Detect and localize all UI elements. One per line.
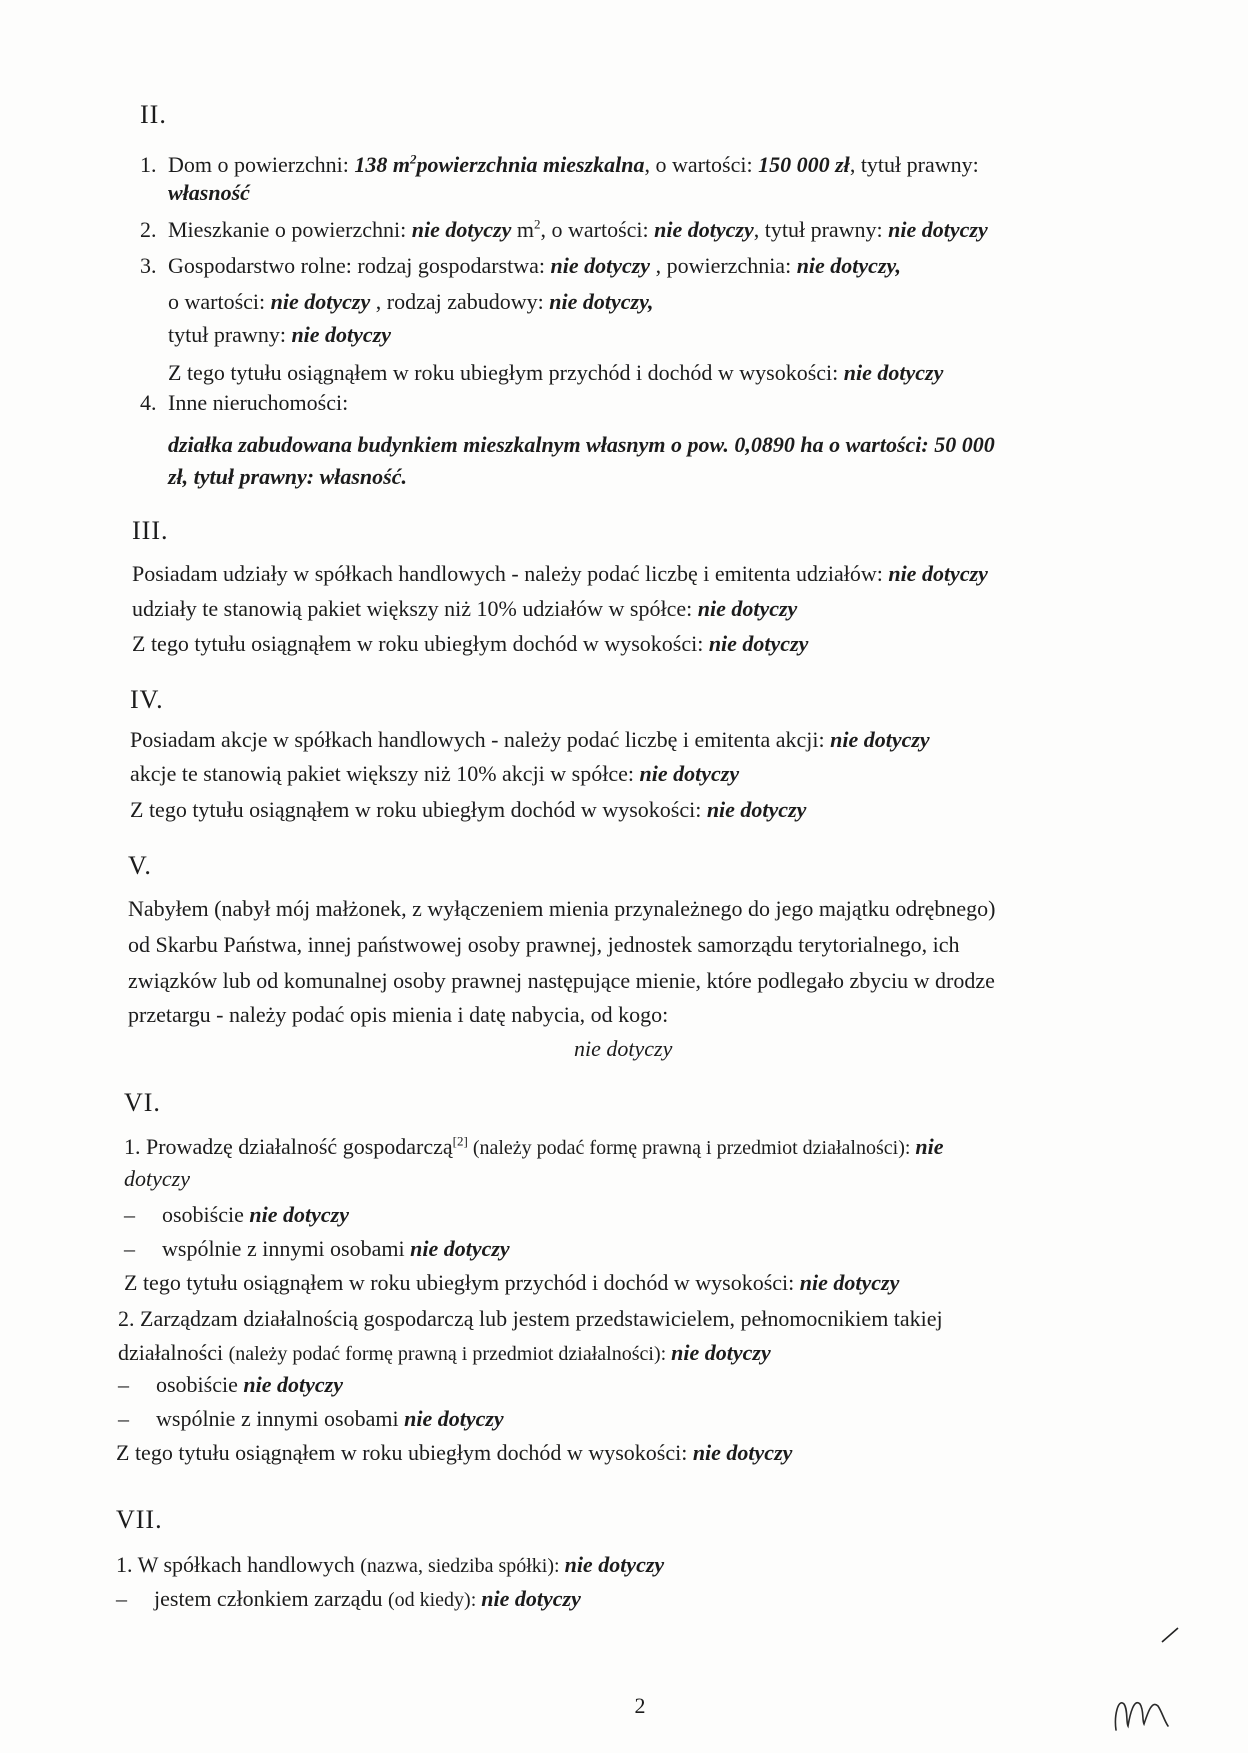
section-heading-vii: VII.: [116, 1505, 163, 1534]
item-farm: 3. Gospodarstwo rolne: rodzaj gospodarstwa: nie dotyczy , powierzchnia: nie dotyczy,: [140, 253, 901, 278]
item-other-property-title: zł, tytuł prawny: własność.: [168, 464, 407, 489]
pen-tick-mark: [1150, 1620, 1210, 1650]
acquired-line-1: Nabyłem (nabył mój małżonek, z wyłączeniem mienia przynależnego do jego majątku odrębnego): [128, 896, 996, 921]
section-heading-vi: VI.: [124, 1088, 161, 1117]
acquired-line-4: przetargu - należy podać opis mienia i datę nabycia, od kogo:: [128, 1002, 669, 1027]
shares-line-2: udziały te stanowią pakiet większy niż 10% udziałów w spółce: nie dotyczy: [132, 596, 798, 621]
handwritten-initials-icon: [1108, 1686, 1188, 1746]
section-heading-iii: III.: [132, 516, 169, 545]
acquired-value: nie dotyczy: [574, 1036, 673, 1061]
stocks-line-3: Z tego tytułu osiągnąłem w roku ubiegłym dochód w wysokości: nie dotyczy: [130, 797, 807, 822]
section-heading-iv: IV.: [130, 685, 164, 714]
business-line-1: 1. Prowadzę działalność gospodarczą[2] (należy podać formę prawną i przedmiot działalności): nie: [124, 1133, 944, 1159]
page-number: 2: [634, 1693, 646, 1718]
item-farm-title: tytuł prawny: nie dotyczy: [168, 322, 392, 347]
management-income: Z tego tytułu osiągnąłem w roku ubiegłym dochód w wysokości: nie dotyczy: [116, 1440, 793, 1465]
business-line-1-cont: dotyczy: [124, 1166, 190, 1191]
stocks-line-2: akcje te stanowią pakiet większy niż 10% akcji w spółce: nie dotyczy: [130, 761, 740, 786]
management-line-1: 2. Zarządzam działalnością gospodarczą lub jestem przedstawicielem, pełnomocnikiem takiej: [118, 1306, 943, 1331]
item-house: 1. Dom o powierzchni: 138 $m^2powierzchnia$ mieszkalna, o wartości: 150 000 zł, tytuł prawny:: [140, 151, 979, 177]
stocks-line-1: Posiadam akcje w spółkach handlowych - należy podać liczbę i emitenta akcji: nie dotyczy: [130, 727, 930, 752]
section-heading-ii: II.: [140, 100, 167, 129]
business-income: Z tego tytułu osiągnąłem w roku ubiegłym przychód i dochód w wysokości: nie dotyczy: [124, 1270, 900, 1295]
business-joint: – wspólnie z innymi osobami nie dotyczy: [124, 1236, 510, 1261]
management-personal: – osobiście nie dotyczy: [118, 1372, 343, 1397]
item-farm-value: o wartości: nie dotyczy , rodzaj zabudowy: nie dotyczy,: [168, 289, 654, 314]
shares-line-3: Z tego tytułu osiągnąłem w roku ubiegłym dochód w wysokości: nie dotyczy: [132, 631, 809, 656]
companies-board-member: – jestem członkiem zarządu (od kiedy): nie dotyczy: [116, 1586, 581, 1611]
acquired-line-3: związków lub od komunalnej osoby prawnej następujące mienie, które podlegało zbyciu w drodze: [128, 968, 995, 993]
management-joint: – wspólnie z innymi osobami nie dotyczy: [118, 1406, 504, 1431]
acquired-line-2: od Skarbu Państwa, innej państwowej osoby prawnej, jednostek samorządu terytorialnego, ich: [128, 932, 960, 957]
item-house-title: własność: [168, 180, 250, 205]
companies-line-1: 1. W spółkach handlowych (nazwa, siedziba spółki): nie dotyczy: [116, 1552, 665, 1577]
item-other-property-desc: działka zabudowana budynkiem mieszkalnym własnym o pow. 0,0890 ha o wartości: 50 000: [168, 432, 995, 457]
item-apartment: 2. Mieszkanie o powierzchni: nie dotyczy $m^2$, o wartości: nie dotyczy, tytuł prawny: nie dotyczy: [140, 216, 988, 242]
item-other-property: 4. Inne nieruchomości:: [140, 390, 349, 415]
shares-line-1: Posiadam udziały w spółkach handlowych - należy podać liczbę i emitenta udziałów: nie dotyczy: [132, 561, 988, 586]
management-line-2: działalności (należy podać formę prawną i przedmiot działalności): nie dotyczy: [118, 1340, 771, 1365]
business-personal: – osobiście nie dotyczy: [124, 1202, 349, 1227]
section-heading-v: V.: [128, 851, 152, 880]
item-farm-income: Z tego tytułu osiągnąłem w roku ubiegłym przychód i dochód w wysokości: nie dotyczy: [168, 360, 944, 385]
